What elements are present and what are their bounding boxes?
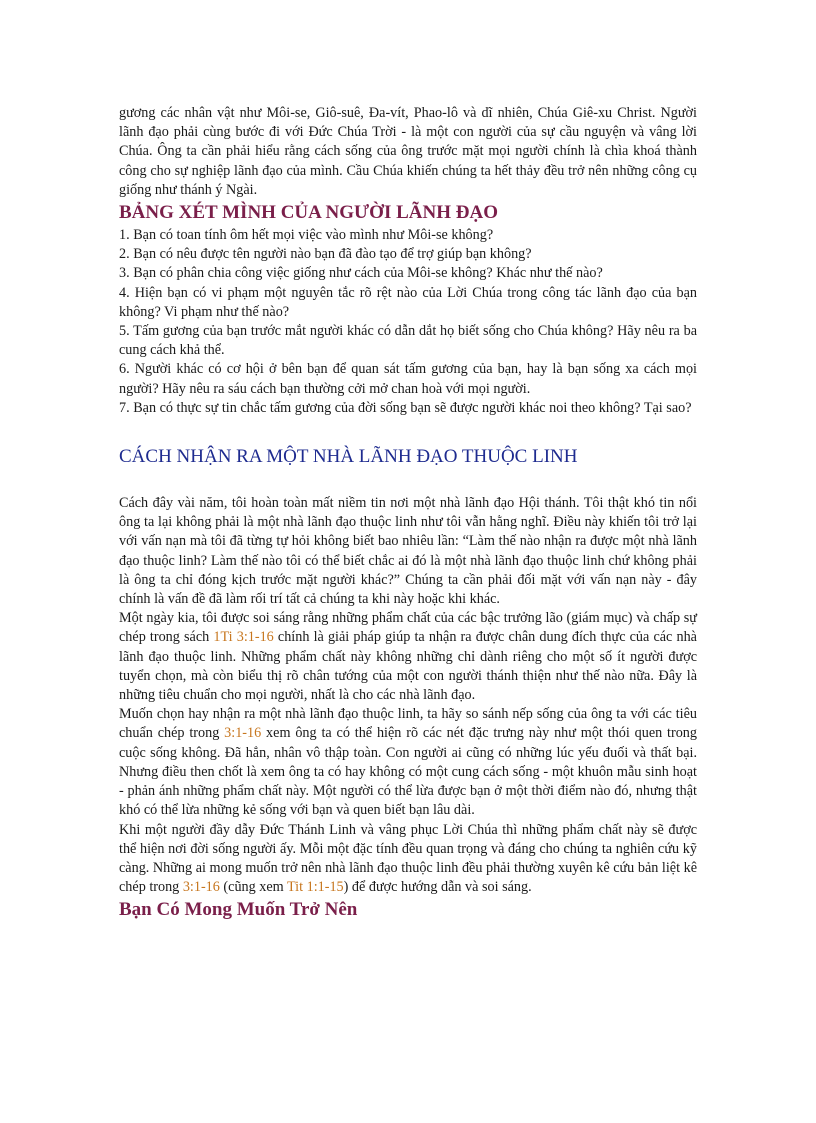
checklist-item: 3. Bạn có phân chia công việc giống như cách của Môi-se không? Khác như thế nào? — [119, 265, 603, 282]
subsection-heading: Bạn Có Mong Muốn Trở Nên — [119, 899, 358, 921]
text-span: Một ngày kia, tôi được soi sáng rằng những phẩm chất của các bậc trưởng lão (giám mục) và chấp sự chép trong sách — [119, 610, 697, 646]
section-paragraph-3 — [119, 705, 697, 820]
text-span: Khi một người đầy dẫy Đức Thánh Linh và vâng phục Lời Chúa thì những phẩm chất này sẽ được thể hiện nơi đời sống người ấy. Mỗi một đặc tính đều quan trọng và đáng cho chúng ta nghiên cứu kỹ càng. Những ai mong muốn trở nên nhà lãnh đạo thuộc linh đều phải thường xuyên kê cứu bản liệt kê chép trong — [119, 821, 697, 896]
section-heading: CÁCH NHẬN RA MỘT NHÀ LÃNH ĐẠO THUỘC LINH — [119, 446, 578, 468]
checklist-item: 1. Bạn có toan tính ôm hết mọi việc vào mình như Môi-se không? — [119, 227, 494, 244]
checklist — [119, 226, 697, 418]
section-paragraph-4 — [119, 821, 697, 898]
text-span: Muốn chọn hay nhận ra một nhà lãnh đạo thuộc linh, ta hãy so sánh nếp sống của ông ta với các tiêu chuẩn chép trong — [119, 706, 697, 742]
checklist-item: 2. Bạn có nêu được tên người nào bạn đã đào tạo để trợ giúp bạn không? — [119, 246, 532, 263]
scripture-link[interactable]: 3:1-16 — [182, 879, 220, 896]
scripture-link[interactable]: 3:1-16 — [224, 725, 262, 742]
checklist-item: 4. Hiện bạn có vi phạm một nguyên tắc rõ rệt nào của Lời Chúa trong công tác lãnh đạo của bạn không? Vi phạm như thế nào? — [119, 284, 697, 320]
checklist-item: 7. Bạn có thực sự tin chắc tấm gương của đời sống bạn sẽ được người khác noi theo không? Tại sao? — [119, 399, 692, 416]
scripture-link[interactable]: 1Ti 3:1-16 — [213, 629, 274, 646]
intro-paragraph: gương các nhân vật như Môi-se, Giô-suê, Đa-vít, Phao-lô và dĩ nhiên, Chúa Giê-xu Christ. Người lãnh đạo phải cùng bước đi với Đức Chúa Trời - là một con người của sự cầu nguyện và vâng lời Chúa. Ông ta cần phải hiểu rằng cách sống của ông trước mặt mọi người chính là chìa khoá thành công cho sự nghiệp lãnh đạo của mình. Cầu Chúa khiến chúng ta hết thảy đều trở nên những công cụ giống như thánh ý Ngài. — [119, 105, 697, 198]
checklist-item: 5. Tấm gương của bạn trước mắt người khác có dẫn dắt họ biết sống cho Chúa không? Hãy nêu ra ba cung cách khả thể. — [119, 323, 697, 359]
document-page — [119, 104, 697, 923]
section-paragraph-2 — [119, 609, 697, 705]
checklist-heading: BẢNG XÉT MÌNH CỦA NGƯỜI LÃNH ĐẠO — [119, 202, 498, 224]
text-span: chính là giải pháp giúp ta nhận ra được chân dung đích thực của các nhà lãnh đạo thuộc linh. Những phẩm chất này không những chỉ dành riêng cho một số ít người được tuyển chọn, mà còn biểu thị rõ chân tướng của một con người thánh thiện như thế nào nữa. Đây là những tiêu chuẩn cho mọi người, nhất là cho các nhà lãnh đạo. — [119, 629, 697, 704]
section-paragraph-1: Cách đây vài năm, tôi hoàn toàn mất niềm tin nơi một nhà lãnh đạo Hội thánh. Tôi thật khó tin nổi ông ta lại không phải là một nhà lãnh đạo thuộc linh như tôi vẫn hằng nghĩ. Điều này khiến tôi trở lại với vấn nạn mà tôi đã từng tự hỏi không biết bao nhiêu lần: “Làm thế nào nhận ra được một nhà lãnh đạo thuộc linh? Làm thế nào tôi có thể biết chắc ai đó là một nhà lãnh đạo thuộc linh chứ không phải là ông ta chỉ đóng kịch trước mặt người khác?” Chúng ta cần phải đối mặt với vấn nạn này - đây chính là vấn đề đã làm rối trí tất cả chúng ta khi này hoặc khi khác. — [119, 495, 697, 608]
text-span: (cũng xem — [219, 879, 287, 896]
checklist-item: 6. Người khác có cơ hội ở bên bạn để quan sát tấm gương của bạn, hay là bạn sống xa cách mọi người? Hãy nêu ra sáu cách bạn thường cởi mở chan hoà với mọi người. — [119, 361, 697, 397]
text-span: ) để được hướng dẫn và soi sáng. — [343, 879, 532, 896]
text-span: xem ông ta có thể hiện rõ các nét đặc trưng này như một thói quen trong cuộc sống không. Đã hẳn, nhân vô thập toàn. Con người ai cũng có những lúc yếu đuối và thất bại. Nhưng điều then chốt là xem ông ta có hay không có một cung cách sống - một khuôn mẫu sinh hoạt - phản ánh những phẩm chất này. Một người có thể lừa được bạn ở một thời điểm nào đó, nhưng thật khó có thể lừa những kẻ sống với bạn và quen biết bạn lâu dài. — [119, 725, 697, 819]
scripture-link[interactable]: Tit 1:1-15 — [287, 879, 344, 896]
